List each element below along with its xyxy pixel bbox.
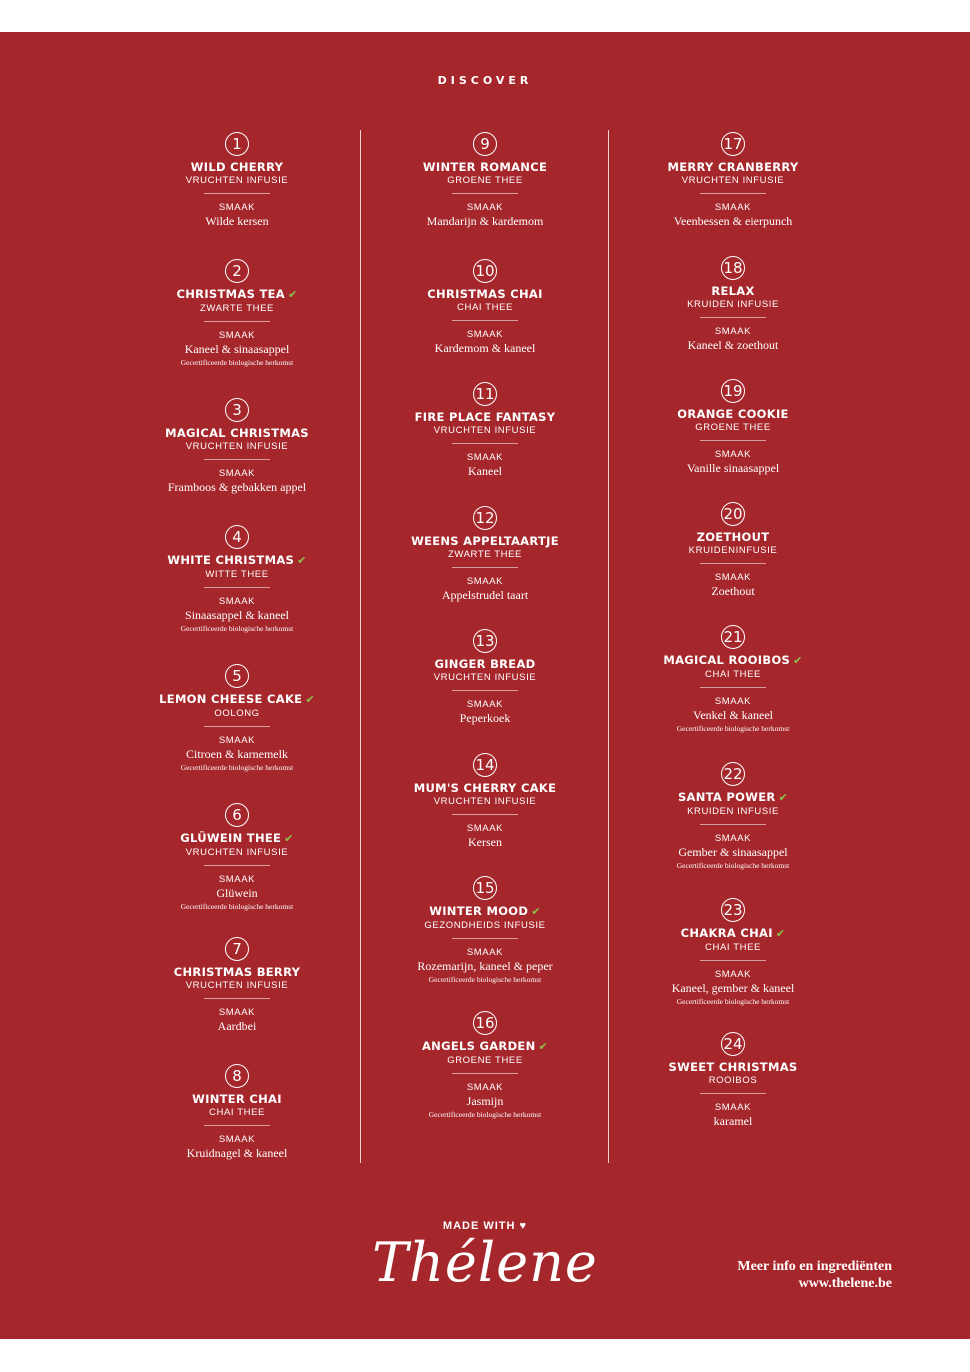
tea-type: VRUCHTEN INFUSIE <box>185 441 289 452</box>
tea-name-text: MERRY CRANBERRY <box>667 160 799 174</box>
item-divider <box>204 321 270 322</box>
tea-name-text: ORANGE COOKIE <box>677 407 789 421</box>
item-divider <box>204 998 270 999</box>
tea-name <box>117 160 357 174</box>
tea-item <box>117 664 357 774</box>
day-number-badge: 6 <box>225 803 249 827</box>
item-divider <box>700 687 766 688</box>
day-number-badge: 15 <box>473 876 497 900</box>
organic-check-icon: ✔ <box>538 1040 549 1053</box>
organic-check-icon: ✔ <box>775 927 786 940</box>
organic-check-icon: ✔ <box>287 288 298 301</box>
tea-type: ZWARTE THEE <box>200 303 274 314</box>
taste-label: SMAAK <box>218 596 256 607</box>
item-divider <box>204 459 270 460</box>
taste-label: SMAAK <box>218 202 256 213</box>
tea-item <box>117 525 357 635</box>
taste-value: Framboos & gebakken appel <box>167 480 307 494</box>
tea-name <box>365 657 605 671</box>
taste-value: Rozemarijn, kaneel & peper <box>417 959 553 973</box>
tea-name-text: CHAKRA CHAI <box>680 926 773 940</box>
taste-value: Veenbessen & eierpunch <box>673 214 793 228</box>
day-number-badge: 18 <box>721 256 745 280</box>
taste-value: Kersen <box>468 835 502 849</box>
item-divider <box>700 563 766 564</box>
organic-check-icon: ✔ <box>778 791 789 804</box>
tea-item <box>365 382 605 479</box>
day-number-badge: 17 <box>721 132 745 156</box>
organic-certification: Gecertificeerde biologische herkomst <box>180 624 294 633</box>
tea-type: VRUCHTEN INFUSIE <box>185 175 289 186</box>
organic-check-icon: ✔ <box>793 654 803 667</box>
tea-item <box>613 762 853 872</box>
tea-name-text: WINTER ROMANCE <box>422 160 548 174</box>
taste-value: Kaneel, gember & kaneel <box>671 981 795 995</box>
taste-value: Zoethout <box>711 584 755 598</box>
organic-certification: Gecertificeerde biologische herkomst <box>428 1110 542 1119</box>
organic-certification: Gecertificeerde biologische herkomst <box>180 763 294 772</box>
taste-label: SMAAK <box>466 452 504 463</box>
tea-name <box>365 534 605 548</box>
tea-item <box>365 506 605 603</box>
tea-type: ROOIBOS <box>708 1075 758 1086</box>
day-number-badge: 1 <box>225 132 249 156</box>
tea-type: CHAI THEE <box>457 302 513 313</box>
item-divider <box>452 567 518 568</box>
tea-item <box>613 625 853 735</box>
taste-label: SMAAK <box>714 326 752 337</box>
tea-item <box>365 629 605 726</box>
tea-name-text: MAGICAL CHRISTMAS <box>165 426 309 440</box>
tea-name <box>365 781 605 795</box>
tea-name-text: WINTER CHAI <box>192 1092 282 1106</box>
taste-value: Kaneel & sinaasappel <box>184 342 290 356</box>
organic-check-icon: ✔ <box>284 832 294 845</box>
taste-value: Vanille sinaasappel <box>686 461 780 475</box>
tea-item <box>365 753 605 850</box>
tea-name <box>365 287 605 301</box>
day-number-badge: 9 <box>473 132 497 156</box>
column-divider <box>360 130 361 1163</box>
tea-type: GROENE THEE <box>695 422 771 433</box>
tea-type: GEZONDHEIDS INFUSIE <box>424 920 546 931</box>
taste-value: Citroen & karnemelk <box>186 747 288 761</box>
tea-item <box>613 502 853 599</box>
taste-label: SMAAK <box>466 576 504 587</box>
taste-label: SMAAK <box>218 1134 256 1145</box>
tea-name <box>365 410 605 424</box>
organic-check-icon: ✔ <box>531 905 541 918</box>
page-title: DISCOVER <box>437 74 533 87</box>
day-number-badge: 8 <box>225 1064 249 1088</box>
taste-value: Appelstrudel taart <box>441 588 529 602</box>
tea-name <box>613 790 853 805</box>
tea-name <box>613 926 853 941</box>
tea-item <box>117 937 357 1034</box>
item-divider <box>452 938 518 939</box>
day-number-badge: 22 <box>721 762 745 786</box>
tea-type: OOLONG <box>214 708 260 719</box>
tea-item <box>613 898 853 1008</box>
tea-type: KRUIDEN INFUSIE <box>687 299 779 310</box>
tea-name-text: CHRISTMAS TEA <box>176 287 285 301</box>
tea-name <box>117 553 357 568</box>
tea-name-text: MAGICAL ROOIBOS <box>663 653 791 667</box>
tea-name-text: WEENS APPELTAARTJE <box>411 534 559 548</box>
day-number-badge: 7 <box>225 937 249 961</box>
item-divider <box>204 587 270 588</box>
tea-item <box>613 379 853 476</box>
tea-name-text: SWEET CHRISTMAS <box>668 1060 798 1074</box>
tea-type: CHAI THEE <box>705 669 761 680</box>
tea-name <box>117 692 357 707</box>
tea-name-text: WINTER MOOD <box>429 904 529 918</box>
tea-item <box>613 256 853 353</box>
taste-label: SMAAK <box>218 874 256 885</box>
taste-label: SMAAK <box>218 735 256 746</box>
organic-certification: Gecertificeerde biologische herkomst <box>180 902 294 911</box>
tea-name <box>613 284 853 298</box>
tea-name-text: ZOETHOUT <box>696 530 770 544</box>
taste-label: SMAAK <box>218 468 256 479</box>
item-divider <box>204 1125 270 1126</box>
tea-name <box>117 426 357 440</box>
day-number-badge: 4 <box>225 525 249 549</box>
day-number-badge: 19 <box>721 379 745 403</box>
tea-item <box>117 398 357 495</box>
tea-name-text: CHRISTMAS BERRY <box>173 965 301 979</box>
tea-name <box>613 1060 853 1074</box>
item-divider <box>452 814 518 815</box>
day-number-badge: 16 <box>473 1011 497 1035</box>
item-divider <box>452 443 518 444</box>
taste-label: SMAAK <box>466 947 504 958</box>
item-divider <box>700 1093 766 1094</box>
tea-type: GROENE THEE <box>447 1055 523 1066</box>
taste-value: Kardemom & kaneel <box>434 341 536 355</box>
tea-item <box>613 1032 853 1129</box>
brand-logo: Thélene <box>372 1231 598 1294</box>
item-divider <box>452 193 518 194</box>
tea-name <box>613 530 853 544</box>
tea-name <box>365 1039 605 1054</box>
tea-name <box>117 965 357 979</box>
tea-type: KRUIDEN INFUSIE <box>687 806 779 817</box>
website-link[interactable]: www.thelene.be <box>798 1276 892 1291</box>
tea-type: ZWARTE THEE <box>448 549 522 560</box>
column-divider <box>608 130 609 1163</box>
made-with-label: MADE WITH <box>442 1220 516 1232</box>
organic-check-icon: ✔ <box>297 554 307 567</box>
taste-label: SMAAK <box>218 330 256 341</box>
tea-name-text: LEMON CHEESE CAKE <box>159 692 303 706</box>
tea-name <box>365 904 605 919</box>
taste-value: Kruidnagel & kaneel <box>186 1146 288 1160</box>
taste-label: SMAAK <box>218 1007 256 1018</box>
tea-name <box>117 287 357 302</box>
tea-type: CHAI THEE <box>705 942 761 953</box>
tea-name <box>117 1092 357 1106</box>
item-divider <box>452 1073 518 1074</box>
info-block <box>737 1258 892 1292</box>
day-number-badge: 20 <box>721 502 745 526</box>
tea-name-text: WHITE CHRISTMAS <box>167 553 295 567</box>
tea-item <box>365 1011 605 1121</box>
tea-name-text: MUM'S CHERRY CAKE <box>413 781 557 795</box>
day-number-badge: 11 <box>473 382 497 406</box>
taste-value: Peperkoek <box>459 711 511 725</box>
day-number-badge: 24 <box>721 1032 745 1056</box>
tea-name <box>613 407 853 421</box>
tea-item <box>613 132 853 229</box>
taste-value: Mandarijn & kardemom <box>426 214 544 228</box>
organic-certification: Gecertificeerde biologische herkomst <box>428 975 542 984</box>
tea-type: VRUCHTEN INFUSIE <box>433 796 537 807</box>
item-divider <box>700 960 766 961</box>
taste-label: SMAAK <box>466 1082 504 1093</box>
item-divider <box>700 317 766 318</box>
taste-value: Kaneel & zoethout <box>687 338 779 352</box>
item-divider <box>700 824 766 825</box>
tea-name-text: WILD CHERRY <box>190 160 284 174</box>
tea-name-text: GINGER BREAD <box>434 657 536 671</box>
tea-item <box>117 803 357 913</box>
day-number-badge: 12 <box>473 506 497 530</box>
taste-label: SMAAK <box>714 696 752 707</box>
taste-label: SMAAK <box>714 449 752 460</box>
tea-type: CHAI THEE <box>209 1107 265 1118</box>
organic-certification: Gecertificeerde biologische herkomst <box>180 358 294 367</box>
tea-name <box>613 653 853 668</box>
item-divider <box>700 440 766 441</box>
taste-label: SMAAK <box>466 699 504 710</box>
tea-item <box>117 1064 357 1161</box>
tea-name <box>117 831 357 846</box>
taste-label: SMAAK <box>714 833 752 844</box>
taste-label: SMAAK <box>714 969 752 980</box>
tea-item <box>365 876 605 986</box>
organic-check-icon: ✔ <box>305 693 315 706</box>
item-divider <box>204 865 270 866</box>
tea-name-text: CHRISTMAS CHAI <box>427 287 543 301</box>
taste-value: Wilde kersen <box>205 214 269 228</box>
tea-name-text: SANTA POWER <box>677 790 776 804</box>
taste-label: SMAAK <box>714 572 752 583</box>
day-number-badge: 13 <box>473 629 497 653</box>
tea-type: GROENE THEE <box>447 175 523 186</box>
tea-type: VRUCHTEN INFUSIE <box>681 175 785 186</box>
day-number-badge: 2 <box>225 259 249 283</box>
heart-icon: ♥ <box>519 1220 528 1232</box>
taste-value: karamel <box>713 1114 753 1128</box>
taste-label: SMAAK <box>466 329 504 340</box>
day-number-badge: 14 <box>473 753 497 777</box>
taste-value: Aardbei <box>217 1019 257 1033</box>
tea-name-text: ANGELS GARDEN <box>421 1039 536 1053</box>
day-number-badge: 3 <box>225 398 249 422</box>
day-number-badge: 21 <box>721 625 745 649</box>
item-divider <box>204 193 270 194</box>
tea-type: VRUCHTEN INFUSIE <box>433 425 537 436</box>
organic-certification: Gecertificeerde biologische herkomst <box>676 997 790 1006</box>
taste-label: SMAAK <box>714 1102 752 1113</box>
tea-item <box>365 259 605 356</box>
taste-value: Gember & sinaasappel <box>678 845 788 859</box>
organic-certification: Gecertificeerde biologische herkomst <box>676 724 790 733</box>
tea-type: VRUCHTEN INFUSIE <box>185 980 289 991</box>
taste-value: Venkel & kaneel <box>693 708 773 722</box>
day-number-badge: 10 <box>473 259 497 283</box>
day-number-badge: 5 <box>225 664 249 688</box>
tea-name <box>613 160 853 174</box>
tea-name-text: GLÜWEIN THEE <box>180 831 282 845</box>
tea-name <box>365 160 605 174</box>
item-divider <box>700 193 766 194</box>
item-divider <box>452 320 518 321</box>
item-divider <box>452 690 518 691</box>
taste-value: Glüwein <box>216 886 258 900</box>
taste-label: SMAAK <box>714 202 752 213</box>
tea-type: KRUIDENINFUSIE <box>688 545 778 556</box>
taste-label: SMAAK <box>466 823 504 834</box>
info-text: Meer info en ingrediënten <box>737 1259 892 1274</box>
item-divider <box>204 726 270 727</box>
tea-item <box>365 132 605 229</box>
organic-certification: Gecertificeerde biologische herkomst <box>676 861 790 870</box>
tea-item <box>117 132 357 229</box>
tea-name-text: FIRE PLACE FANTASY <box>414 410 556 424</box>
tea-type: VRUCHTEN INFUSIE <box>185 847 289 858</box>
taste-value: Sinaasappel & kaneel <box>185 608 289 622</box>
tea-type: WITTE THEE <box>205 569 269 580</box>
calendar-panel <box>0 32 970 1339</box>
tea-item <box>117 259 357 369</box>
day-number-badge: 23 <box>721 898 745 922</box>
tea-name-text: RELAX <box>711 284 755 298</box>
taste-value: Jasmijn <box>466 1094 504 1108</box>
tea-type: VRUCHTEN INFUSIE <box>433 672 537 683</box>
taste-label: SMAAK <box>466 202 504 213</box>
taste-value: Kaneel <box>468 464 502 478</box>
